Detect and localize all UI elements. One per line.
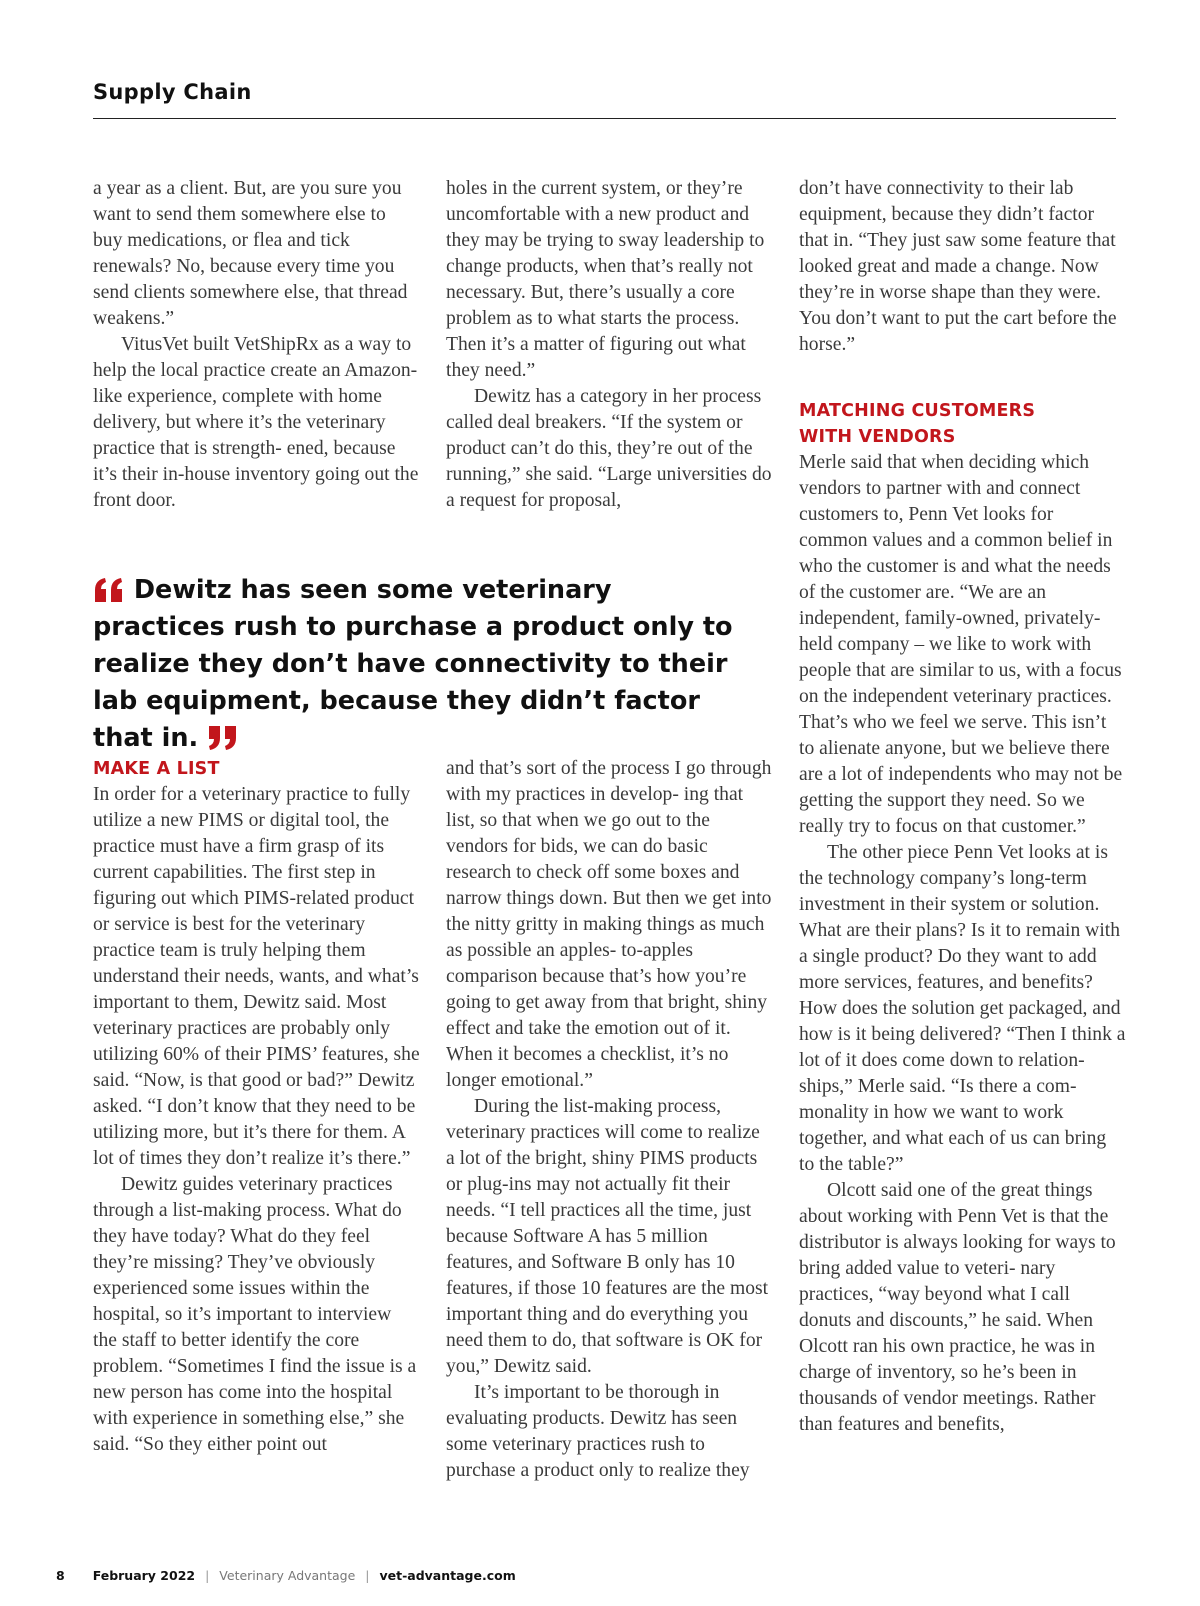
website-url[interactable]: vet-advantage.com	[379, 1568, 516, 1583]
heading-line: WITH VENDORS	[799, 427, 956, 447]
paragraph: don’t have connectivity to their lab equipment, because they didn’t factor that in. “They just saw some feature that looked great and made a change. Now they’re in worse shape than they were. You don’t want to put the cart before the horse.”	[799, 178, 1117, 355]
column-1-top	[93, 176, 420, 514]
page-header	[93, 76, 1116, 119]
paragraph: Merle said that when deciding which vendors to partner with and connect customers to, Penn Vet looks for common values and a common belief in who the customer is and what the needs of the customer are. “We are an independent, family-owned, privately- held company – we like to work with people that are similar to us, with a focus on the independent veterinary practices. That’s who we feel we serve. This isn’t to alienate anyone, but we believe there are a lot of independents who may not be getting the support they need. So we really try to focus on that customer.”	[799, 452, 1123, 837]
paragraph: The other piece Penn Vet looks at is the technology company’s long-term investment in their system or solution. What are their plans? Is it to remain with a single product? Do they want to add more services, features, and benefits? How does the solution get packaged, and how is it being delivered? “Then I think a lot of it does come down to relation- ships,” Merle said. “Is there a com- monality in how we want to work together, and what each of us can bring to the table?”	[799, 842, 1126, 1175]
paragraph: During the list-making process, veterinary practices will come to realize a lot of the bright, shiny PIMS products or plug-ins may not actually fit their needs. “I tell practices all the time, just because Software A has 5 million features, and Software B only has 10 features, if those 10 features are the most important thing and do everything you need them to do, that software is OK for you,” Dewitz said.	[446, 1096, 769, 1377]
page-number: 8	[56, 1568, 65, 1583]
paragraph: Dewitz has a category in her process called deal breakers. “If the system or product can’t do this, they’re out of the running,” she said. “Large universities do a request for proposal,	[446, 386, 772, 511]
column-2-bottom	[446, 756, 773, 1484]
close-quote-icon	[207, 726, 239, 750]
footer-separator: |	[365, 1568, 370, 1583]
section-title: Supply Chain	[93, 80, 252, 104]
magazine-name: Veterinary Advantage	[219, 1568, 356, 1583]
paragraph: In order for a veterinary practice to fully utilize a new PIMS or digital tool, the practice must have a firm grasp of its current capabilities. The first step in figuring out which PIMS-related product or service is best for the veterinary practice team is truly helping them understand their needs, wants, and what’s important to them, Dewitz said. Most veterinary practices are probably only utilizing 60% of their PIMS’ features, she said. “Now, is that good or bad?” Dewitz asked. “I don’t know that they need to be utilizing more, but it’s there for them. A lot of times they don’t realize it’s there.”	[93, 784, 420, 1169]
paragraph: Olcott said one of the great things about working with Penn Vet is that the distributor is always looking for ways to bring added value to veteri- nary practices, “way beyond what I call donuts and discounts,” he said. When Olcott ran his own practice, he was in charge of inventory, so he’s been in thousands of vendor meetings. Rather than features and benefits,	[799, 1180, 1116, 1435]
issue-date: February 2022	[92, 1568, 196, 1583]
paragraph: and that’s sort of the process I go through with my practices in develop- ing that list, so that when we go out to the vendors for bids, we can do basic research to check off some boxes and narrow things down. But then we get into the nitty gritty in making things as much as possible an apples- to-apples comparison because that’s how you’re going to get away from that bright, shiny effect and take the emotion out of it. When it becomes a checklist, it’s no longer emotional.”	[446, 758, 772, 1091]
column-1-bottom	[93, 756, 420, 1458]
paragraph: a year as a client. But, are you sure you want to send them somewhere else to buy medications, or flea and tick renewals? No, because every time you send clients somewhere else, that thread weakens.”	[93, 178, 408, 329]
paragraph: holes in the current system, or they’re uncomfortable with a new product and they may be trying to sway leadership to change products, when that’s really not necessary. But, there’s usually a core problem as to what starts the process. Then it’s a matter of figuring out what they need.”	[446, 178, 765, 381]
pull-quote-text: Dewitz has seen some veterinary practices rush to purchase a product only to realize they don’t have connectivity to their lab equipment, because they didn’t factor that in.	[93, 575, 733, 753]
page-footer	[56, 1568, 516, 1583]
pull-quote	[93, 572, 743, 757]
section-heading-matching-customers	[799, 398, 1126, 450]
section-heading-make-a-list: MAKE A LIST	[93, 759, 220, 779]
paragraph: Dewitz guides veterinary practices through a list-making process. What do they have today? What do they feel they’re missing? They’ve obviously experienced some issues within the hospital, so it’s important to interview the staff to better identify the core problem. “Sometimes I find the issue is a new person has come into the hospital with experience in something else,” she said. “So they either point out	[93, 1174, 417, 1455]
footer-separator: |	[205, 1568, 210, 1583]
heading-line: MATCHING CUSTOMERS	[799, 401, 1036, 421]
paragraph: It’s important to be thorough in evaluating products. Dewitz has seen some veterinary practices rush to purchase a product only to realize they	[446, 1382, 750, 1481]
open-quote-icon	[93, 578, 125, 602]
paragraph: VitusVet built VetShipRx as a way to help the local practice create an Amazon-like experience, complete with home delivery, but where it’s the veterinary practice that is strength- ened, because it’s their in-house inventory going out the front door.	[93, 334, 419, 511]
column-2-top	[446, 176, 773, 514]
column-3	[799, 176, 1126, 1438]
